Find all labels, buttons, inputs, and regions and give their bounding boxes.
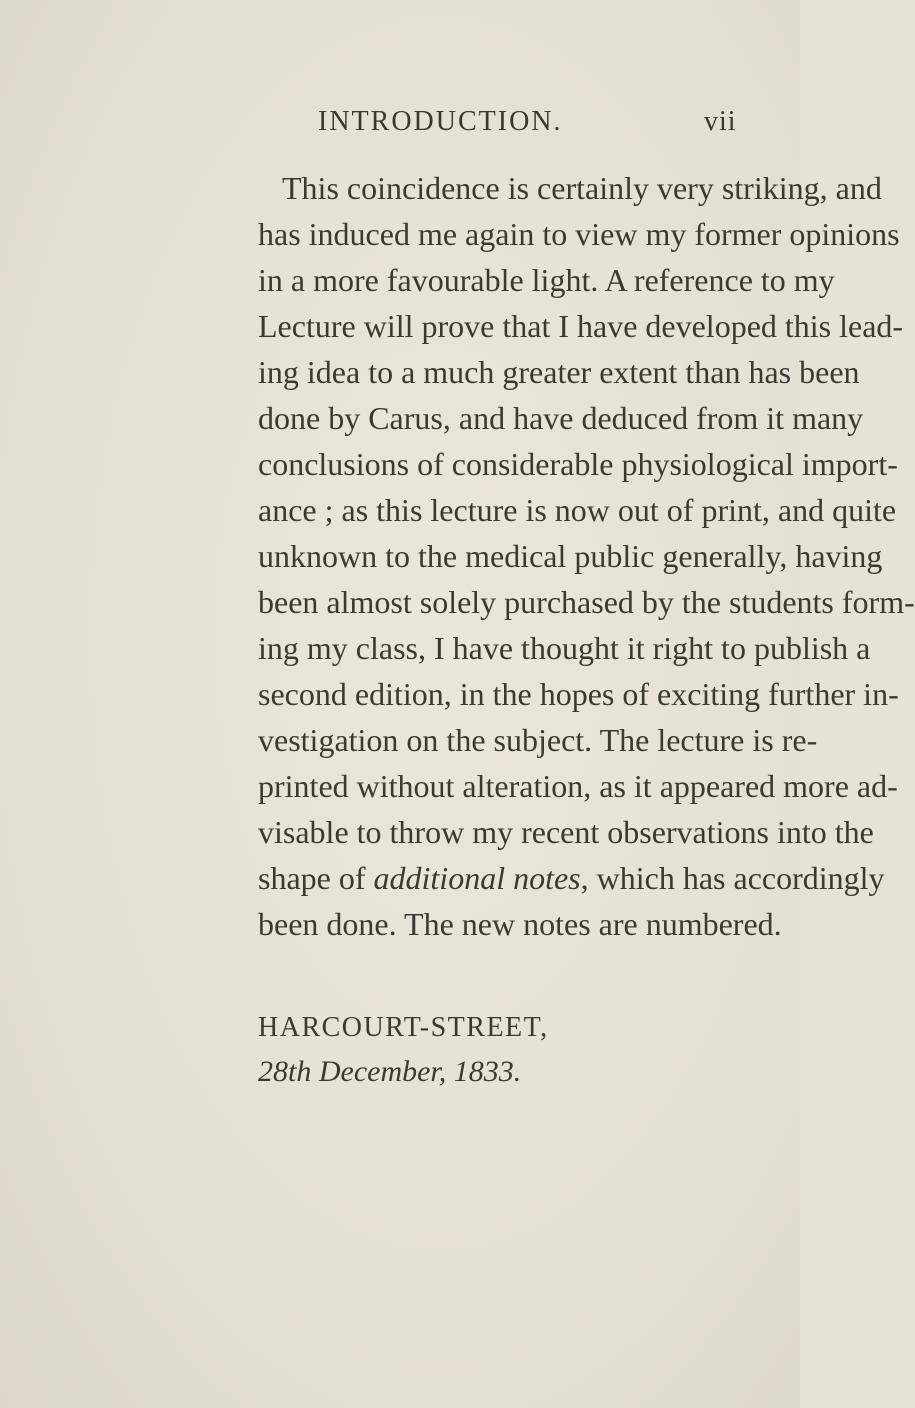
signature-date: 28th December, 1833. xyxy=(258,1055,522,1088)
text-line: been almost solely purchased by the students form- xyxy=(258,584,915,620)
text-line: done by Carus, and have deduced from it many xyxy=(258,400,864,436)
signature-place: HARCOURT-STREET, xyxy=(258,1012,549,1043)
page-number: vii xyxy=(704,106,737,137)
text-line: unknown to the medical public generally, having xyxy=(258,538,883,574)
page-header xyxy=(0,104,800,144)
text-line: printed without alteration, as it appeared more ad- xyxy=(258,768,898,804)
italic-phrase: additional notes xyxy=(373,860,581,896)
text-line: conclusions of considerable physiological import- xyxy=(258,446,898,482)
text-line: vestigation on the subject. The lecture is re- xyxy=(258,722,818,758)
text-line: ance ; as this lecture is now out of print, and quite xyxy=(258,492,897,528)
text-line: in a more favourable light. A reference to my xyxy=(258,262,835,298)
running-head: INTRODUCTION. xyxy=(318,106,563,137)
text-line: second edition, in the hopes of exciting further in- xyxy=(258,676,899,712)
text-line: Lecture will prove that I have developed this lead- xyxy=(258,308,904,344)
text-run: , which has accordingly xyxy=(580,860,885,896)
text-line: ing idea to a much greater extent than has been xyxy=(258,354,860,390)
text-line: visable to throw my recent observations into the xyxy=(258,814,874,850)
text-line: been done. The new notes are numbered. xyxy=(258,906,782,942)
text-run: shape of xyxy=(258,860,374,896)
text-line: This coincidence is certainly very striking, and xyxy=(282,170,882,206)
text-line: ing my class, I have thought it right to publish a xyxy=(258,630,871,666)
text-line: has induced me again to view my former opinions xyxy=(258,216,900,252)
signature-block xyxy=(258,1008,549,1092)
